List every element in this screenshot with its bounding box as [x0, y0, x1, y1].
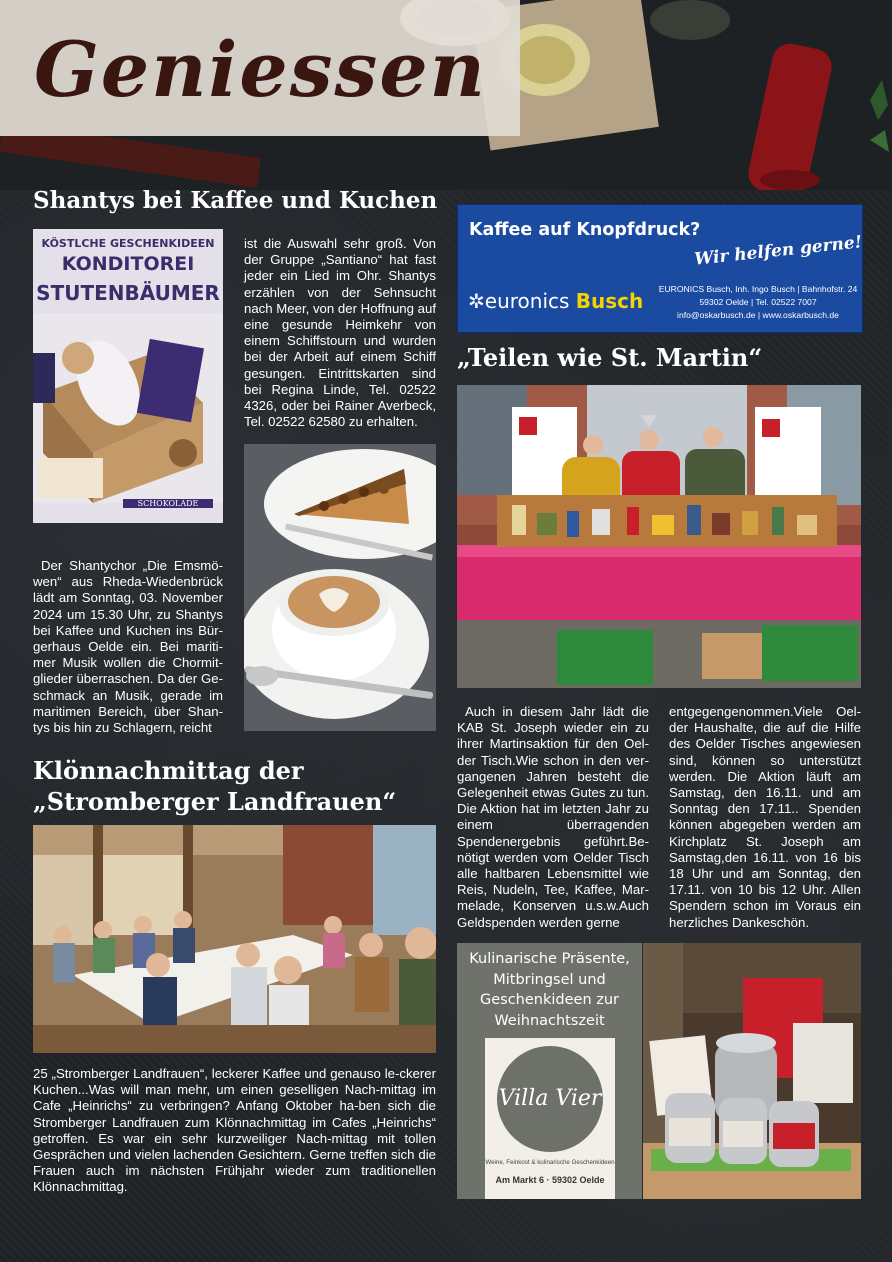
shanty-heading: Shantys bei Kaffee und Kuchen: [33, 187, 438, 214]
ad-address-line1: EURONICS Busch, Inh. Ingo Busch | Bahnhofstr. 24: [658, 284, 858, 294]
villa-vier-heading: Kulinarische Präsente, Mitbringsel und Geschenkideen zur Weihnachtszeit: [469, 951, 630, 1029]
euronics-logo: [468, 289, 643, 313]
villa-vier-products-photo: [643, 943, 861, 1199]
gift-box-illustration: [33, 313, 223, 503]
klon-text: 25 „Stromberger Landfrauen“, leckerer Kaffee und genauso le-ckerer Kuchen...Was will man mehr, um einen geselligen Nach-mittag im Cafe „Heinrichs“ zu verbringen? Anfang Oktober ha-ben sich die Stromberger Landfrauen zum Klönnachmittag im Cafes „Heinrichs“ getroffen. Es war ein sehr kurzweiliger Nach-mittag mit tollen Gesprächen und vielen lachenden Gesichtern. Gerne treffen sich die Frauen auch im nächsten Frühjahr wieder zum traditionellen Klönnachmittag.: [33, 1066, 436, 1195]
klon-heading: [33, 755, 443, 817]
klon-heading-line1: Klönnachmittag der: [33, 756, 304, 785]
coffee-and-cake-photo: [244, 444, 436, 731]
logo-prefix: euronics: [484, 289, 570, 313]
martin-donation-photo: [457, 385, 861, 688]
klon-heading-line2: „Stromberger Landfrauen“: [33, 787, 397, 816]
logo-suffix: Busch: [575, 289, 644, 313]
villa-vier-card: [485, 1038, 615, 1199]
villa-vier-ad-left: [457, 943, 642, 1199]
shanty-text-col2: ist die Auswahl sehr groß. Von der Gruppe „Santiano“ hat fast jeder ein Lied im Ohr. Shantys erzählen von der Sehnsucht nach Meer, von der Hoffnung auf eine gesunde Heimkehr von einem Schiffstourn und wurden bei der Arbeit auf einem Schiff gesungen. Eintrittskarten sind bei Regina Linde, Tel. 02522 4326, oder bei Rainer Averbeck, Tel. 02522 62580 zu erhalten.: [244, 236, 436, 430]
martin-text-col1: Auch in diesem Jahr lädt die KAB St. Joseph wieder ein zu ihrer Martinsaktion für den Oel-der Tisch.Wie schon in den ver-gangenen Jahren besteht die Gelegenheit etwas Gutes zu tun. Die Aktion hat im letzten Jahr zu einem überragenden Spendenergebnis geführt.Be-nötigt werden vom Oelder Tisch alle haltbaren Lebensmittel wie Reis, Nudeln, Tee, Kaffee, Mar-melade, Konserven u.s.w.Auch Geldspenden werden gerne: [457, 704, 649, 930]
ad-address-line3: info@oskarbusch.de | www.oskarbusch.de: [677, 310, 839, 320]
ad-address: [658, 283, 858, 322]
schokolade-label: SCHOKOLADE: [123, 499, 213, 508]
martin-heading: „Teilen wie St. Martin“: [457, 343, 763, 372]
martin-text-col2: entgegengenommen.Viele Oel-der Haushalte, die auf die Hilfe des Oelder Tisches angewiesen sind, können so unterstützt werden. Die Aktion läuft am Samstag, den 16.11. und am Sonntag den 17.11.. Spenden können abgegeben werden am Kirchplatz St. Joseph am Samstag,den 16.11. von 16 bis 18 Uhr und am Sonntag, den 17.11. von 10 bis 12 Uhr. Allen Spendern schon im Voraus ein herzliches Dankeschön.: [669, 704, 861, 930]
page-title: Geniessen: [34, 25, 487, 114]
euronics-ad-banner[interactable]: [457, 204, 863, 333]
konditorei-name: STUTENBÄUMER: [36, 281, 220, 305]
villa-vier-desc: Weine, Feinkost & kulinarische Geschenkideen: [485, 1159, 615, 1166]
villa-vier-logo: Villa Vier: [497, 1046, 603, 1152]
landfrauen-cafe-photo: [33, 825, 436, 1053]
konditorei-slogan: KÖSTLCHE GESCHENKIDEEN: [41, 237, 215, 250]
shanty-text-col1: Der Shantychor „Die Emsmö-wen“ aus Rheda-Wiedenbrück lädt am Sonntag, 03. November 2024 um 15.30 Uhr, zu Shantys bei Kaffee und Kuchen ins Bür-gerhaus Oelde ein. Bei mariti-mer Musik wollen die Chormit-glieder überraschen. Da der Ge-schmack an Musik, gerade im maritimen Bereich, über Shan-tys bis hin zu Schlagern, reicht: [33, 558, 223, 736]
konditorei-ad-image: [33, 229, 223, 523]
ad-headline: Kaffee auf Knopfdruck?: [469, 220, 701, 240]
ad-address-line2: 59302 Oelde | Tel. 02522 7007: [699, 297, 817, 307]
konditorei-label: KONDITOREI: [61, 253, 195, 275]
star-icon: ✲: [468, 289, 485, 313]
ad-slogan: Wir helfen gerne!: [693, 232, 864, 270]
villa-vier-address: Am Markt 6 · 59302 Oelde: [495, 1175, 605, 1185]
